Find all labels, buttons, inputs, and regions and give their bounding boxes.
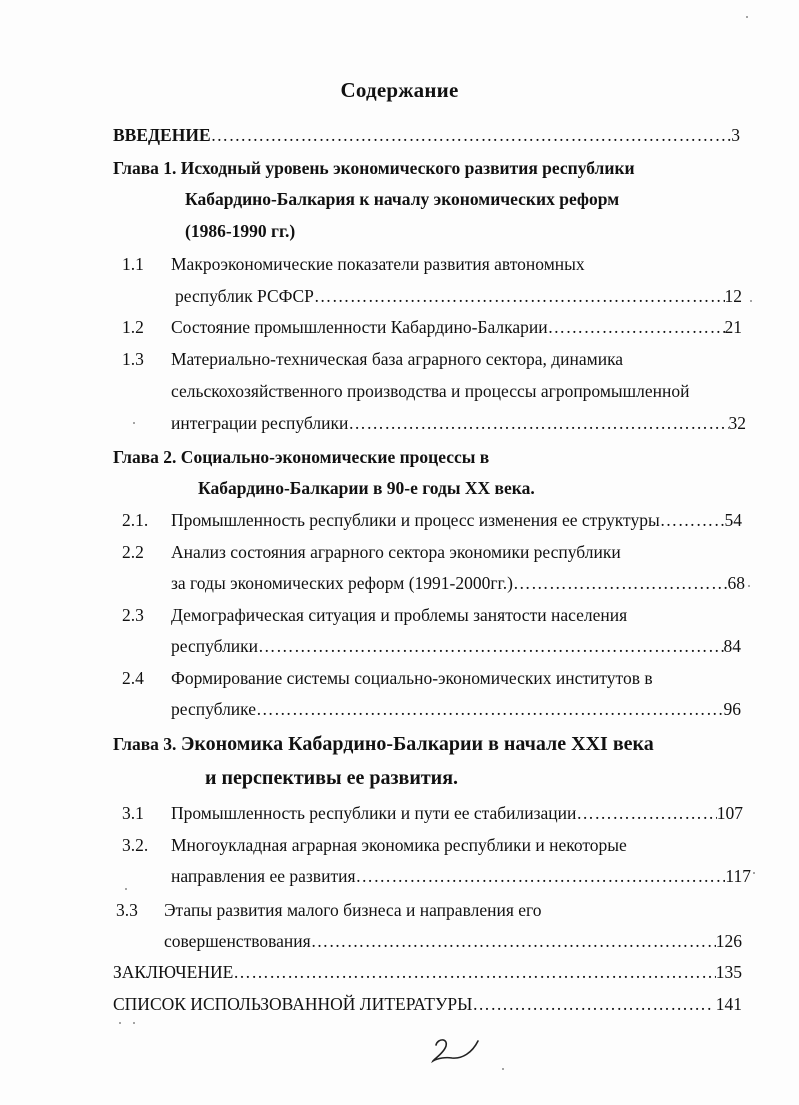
section-number: 1.1 xyxy=(122,254,144,274)
page-number: 68 xyxy=(727,573,745,593)
page-number: 3 xyxy=(731,125,740,145)
toc-entry-label: ЗАКЛЮЧЕНИЕ xyxy=(113,962,234,982)
toc-entry-label: за годы экономических реформ (1991-2000гг.) xyxy=(171,573,513,593)
chapter-3-prefix: Глава 3. xyxy=(113,734,177,754)
toc-entry-2-3 xyxy=(171,635,741,657)
page-number: 96 xyxy=(723,699,741,719)
toc-entry-references xyxy=(113,993,742,1015)
page-number: 135 xyxy=(715,962,742,982)
scan-speck xyxy=(133,1022,135,1024)
toc-entry-label: республике xyxy=(171,699,257,719)
toc-entry-3-1 xyxy=(171,802,743,824)
scan-speck xyxy=(748,585,750,587)
scan-speck xyxy=(502,1068,504,1070)
handwritten-page-number xyxy=(430,1035,486,1070)
section-2-3-title: Демографическая ситуация и проблемы занятости населения xyxy=(171,605,628,625)
section-1-1-title: Макроэкономические показатели развития автономных xyxy=(171,254,585,274)
toc-entry-label: СПИСОК ИСПОЛЬЗОВАННОЙ ЛИТЕРАТУРЫ xyxy=(113,994,473,1014)
scan-speck xyxy=(125,888,127,890)
toc-entry-conclusion xyxy=(113,961,742,983)
toc-entry-1-1 xyxy=(175,285,742,307)
toc-entry-label: Состояние промышленности Кабардино-Балкарии xyxy=(171,317,548,337)
toc-entry-3-3 xyxy=(164,930,742,952)
chapter-3-heading xyxy=(113,733,654,755)
section-number: 2.1. xyxy=(122,510,149,530)
section-number: 3.3 xyxy=(116,900,138,920)
toc-entry-label: ВВЕДЕНИЕ xyxy=(113,125,211,145)
chapter-1-heading-line3: (1986-1990 гг.) xyxy=(185,221,296,241)
toc-entry-label: Промышленность республики и пути ее стабилизации xyxy=(171,803,577,823)
toc-entry-1-3 xyxy=(171,412,746,434)
toc-entry-label: интеграции республики xyxy=(171,413,349,433)
toc-entry-label: республики xyxy=(171,636,259,656)
section-2-2-title: Анализ состояния аграрного сектора экономики республики xyxy=(171,542,621,562)
leader-dots xyxy=(211,124,732,146)
section-number: 2.2 xyxy=(122,542,144,562)
toc-entry-label: совершенствования xyxy=(164,931,311,951)
leader-dots xyxy=(348,412,728,434)
toc-entry-intro xyxy=(113,124,740,146)
section-3-2-title: Многоукладная аграрная экономика республики и некоторые xyxy=(171,835,627,855)
chapter-3-heading-line2: и перспективы ее развития. xyxy=(205,767,459,789)
leader-dots xyxy=(258,635,723,657)
scan-speck xyxy=(119,1022,121,1024)
page-number: 12 xyxy=(724,286,742,306)
toc-entry-2-4 xyxy=(171,698,741,720)
leader-dots xyxy=(314,285,725,307)
toc-title: Содержание xyxy=(340,78,459,102)
toc-entry-label: республик РСФСР xyxy=(175,286,314,306)
chapter-2-heading-line2: Кабардино-Балкарии в 90-е годы XX века. xyxy=(198,478,535,498)
chapter-1-heading-line2: Кабардино-Балкария к началу экономических реформ xyxy=(185,189,620,209)
section-number: 3.2. xyxy=(122,835,149,855)
leader-dots xyxy=(660,509,725,531)
page-number: 126 xyxy=(715,931,742,951)
page-number: 107 xyxy=(716,803,743,823)
page-number: 32 xyxy=(728,413,746,433)
page-number: 21 xyxy=(724,317,742,337)
section-3-3-title: Этапы развития малого бизнеса и направления его xyxy=(164,900,542,920)
section-number: 1.2 xyxy=(122,317,144,337)
page-number: 141 xyxy=(715,994,742,1014)
handwritten-2-icon xyxy=(430,1035,486,1065)
toc-entry-2-2 xyxy=(171,572,745,594)
leader-dots xyxy=(311,930,716,952)
toc-entry-2-1 xyxy=(171,509,742,531)
section-number: 2.3 xyxy=(122,605,144,625)
toc-entry-1-2 xyxy=(171,316,742,338)
chapter-1-heading: Глава 1. Исходный уровень экономического развития республики xyxy=(113,158,635,178)
scan-speck xyxy=(753,872,755,874)
toc-entry-label: направления ее развития xyxy=(171,866,356,886)
section-1-3-title-line2: сельскохозяйственного производства и процессы агропромышленной xyxy=(171,381,690,401)
scan-speck xyxy=(133,422,135,424)
leader-dots xyxy=(256,698,723,720)
section-1-3-title: Материально-техническая база аграрного сектора, динамика xyxy=(171,349,624,369)
page-number: 54 xyxy=(724,510,742,530)
chapter-3-title: Экономика Кабардино-Балкарии в начале XXI века xyxy=(180,733,654,755)
leader-dots xyxy=(513,572,728,594)
toc-entry-3-2 xyxy=(171,865,751,887)
page-number: 117 xyxy=(725,866,751,886)
section-number: 2.4 xyxy=(122,668,144,688)
leader-dots xyxy=(472,993,711,1015)
section-number: 1.3 xyxy=(122,349,144,369)
leader-dots xyxy=(356,865,726,887)
scan-speck xyxy=(746,16,748,18)
section-2-4-title: Формирование системы социально-экономических институтов в xyxy=(171,668,653,688)
page-number: 84 xyxy=(723,636,741,656)
leader-dots xyxy=(576,802,716,824)
leader-dots xyxy=(233,961,715,983)
section-number: 3.1 xyxy=(122,803,144,823)
toc-entry-label: Промышленность республики и процесс изменения ее структуры xyxy=(171,510,660,530)
scan-speck xyxy=(750,300,752,302)
leader-dots xyxy=(548,316,725,338)
chapter-2-heading: Глава 2. Социально-экономические процессы в xyxy=(113,447,490,467)
